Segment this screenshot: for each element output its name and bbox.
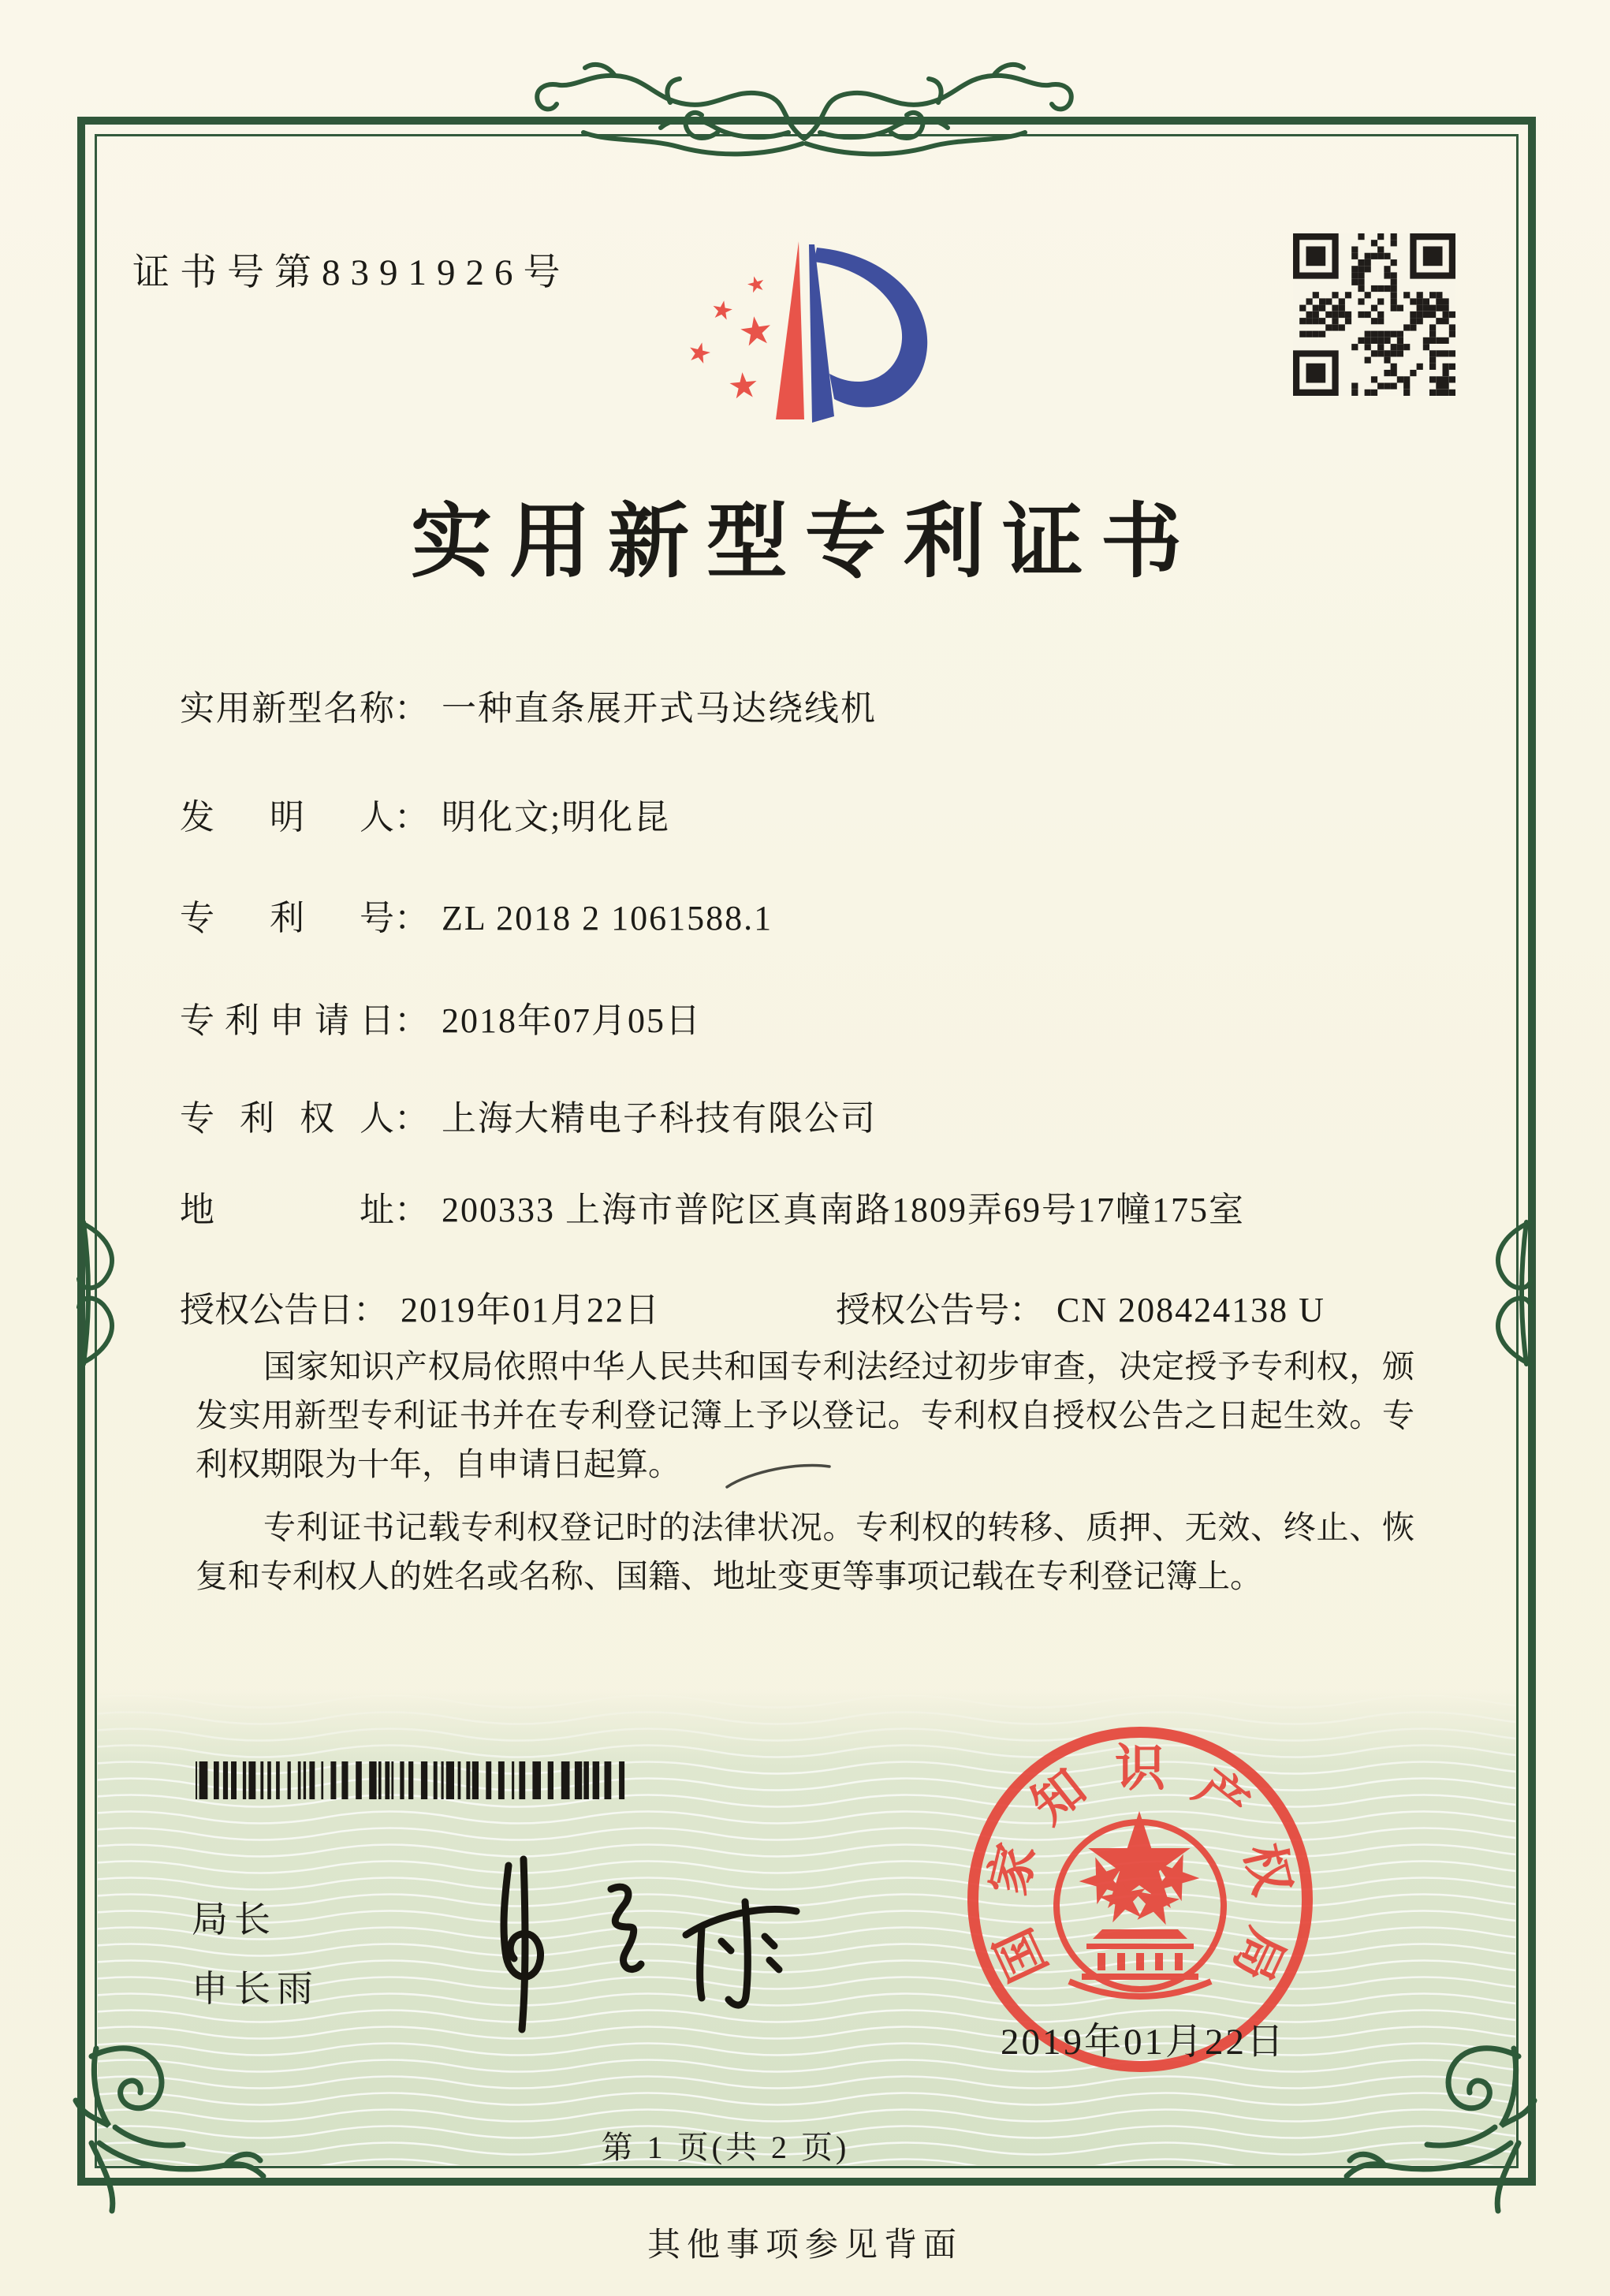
commissioner-title: 局长 (192, 1899, 277, 1940)
stray-ink-mark (724, 1460, 834, 1492)
field-row-address: 地址： 200333 上海市普陀区真南路1809弄69号17幢175室 (180, 1181, 1245, 1232)
field-row-patent-no: 专利号： ZL 2018 2 1061588.1 (180, 889, 773, 940)
svg-text:权: 权 (1234, 1838, 1301, 1901)
field-label: 实用新型名称 (180, 689, 394, 728)
field-row-name: 实用新型名称： 一种直条展开式马达绕线机 (180, 680, 877, 730)
field-row-filing-date: 专利申请日： 2018年07月05日 (180, 992, 702, 1042)
field-label: 专利申请日 (180, 1001, 394, 1040)
certificate-title: 实用新型专利证书 (411, 498, 1199, 587)
field-label: 地址 (180, 1191, 394, 1229)
field-value: ZL 2018 2 1061588.1 (442, 899, 773, 937)
page-number-note: 第 1 页(共 2 页) (601, 2130, 850, 2165)
grant-date-value: 2019年01月22日 (401, 1291, 661, 1329)
svg-text:家: 家 (979, 1838, 1046, 1901)
commissioner-name: 申长雨 (192, 1969, 319, 2009)
field-value: 200333 上海市普陀区真南路1809弄69号17幢175室 (442, 1191, 1245, 1229)
cnipa-logo-icon (678, 230, 938, 438)
commissioner-signature (442, 1842, 812, 2039)
barcode (196, 1761, 625, 1799)
field-row-grant: 授权公告日： 2019年01月22日 授权公告号： CN 208424138 U (180, 1281, 661, 1332)
dragon-ornament-top (449, 46, 1159, 164)
field-value: 上海大精电子科技有限公司 (442, 1099, 877, 1138)
grant-no-label: 授权公告号 (836, 1291, 1009, 1329)
field-value: 明化文;明化昆 (442, 798, 671, 837)
flourish-bottom-left (68, 2025, 273, 2214)
seal-date: 2019年01月22日 (1001, 2022, 1286, 2063)
field-value: 一种直条展开式马达绕线机 (442, 689, 877, 728)
svg-text:识: 识 (1115, 1740, 1165, 1797)
field-label: 专利号 (180, 899, 394, 937)
field-row-inventor: 发明人： 明化文;明化昆 (180, 788, 670, 839)
legal-paragraph-1: 国家知识产权局依照中华人民共和国专利法经过初步审查，决定授予专利权，颁发实用新型专利证书并在专利登记簿上予以登记。专利权自授权公告之日起生效。专利权期限为十年，自申请日起算。 (196, 1348, 1414, 1482)
flourish-left-edge (73, 1214, 143, 1372)
legal-paragraph-2: 专利证书记载专利权登记时的法律状况。专利权的转移、质押、无效、终止、恢复和专利权人的姓名或名称、国籍、地址变更等事项记载在专利登记簿上。 (196, 1509, 1414, 1594)
field-value: 2018年07月05日 (442, 1001, 702, 1040)
field-label: 专利权人 (180, 1099, 394, 1138)
see-back-note: 其他事项参见背面 (647, 2227, 963, 2264)
flourish-bottom-right (1337, 2025, 1542, 2214)
certificate-number: 证书号第8391926号 (132, 252, 571, 293)
flourish-right-edge (1467, 1214, 1537, 1372)
svg-text:国: 国 (985, 1920, 1058, 1990)
grant-no-value: CN 208424138 U (1057, 1291, 1325, 1329)
field-label: 发明人 (180, 798, 394, 837)
svg-text:知: 知 (1021, 1759, 1097, 1835)
qr-code (1293, 233, 1455, 396)
svg-text:产: 产 (1183, 1759, 1259, 1835)
grant-date-label: 授权公告日 (180, 1291, 353, 1329)
field-row-patentee: 专利权人： 上海大精电子科技有限公司 (180, 1090, 877, 1140)
svg-text:局: 局 (1222, 1920, 1295, 1990)
